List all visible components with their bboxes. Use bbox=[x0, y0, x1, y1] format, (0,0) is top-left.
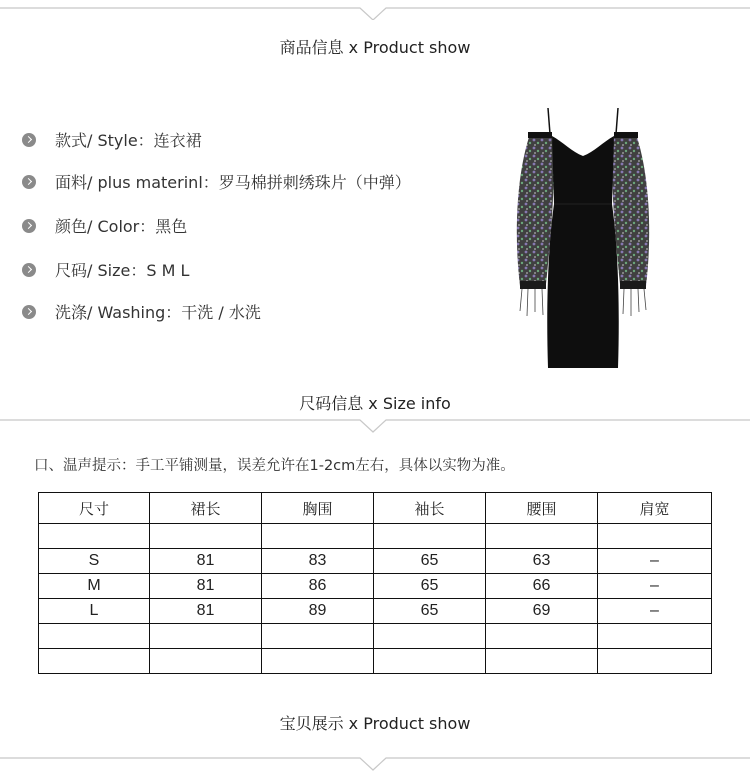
table-cell: 65 bbox=[374, 549, 486, 574]
table-cell: 81 bbox=[150, 549, 262, 574]
table-cell bbox=[39, 624, 150, 649]
bottom-divider bbox=[0, 752, 750, 772]
table-cell bbox=[486, 649, 598, 674]
chevron-right-circle-icon bbox=[22, 263, 36, 277]
table-cell: 81 bbox=[150, 574, 262, 599]
size-info-title: 尺码信息 x Size info bbox=[299, 394, 451, 413]
table-cell bbox=[262, 649, 374, 674]
table-cell: 65 bbox=[374, 574, 486, 599]
header-cell: 裙长 bbox=[150, 493, 262, 524]
chevron-right-circle-icon bbox=[22, 305, 36, 319]
header-cell: 袖长 bbox=[374, 493, 486, 524]
product-show-title: 宝贝展示 x Product show bbox=[279, 714, 471, 733]
table-cell bbox=[598, 624, 712, 649]
table-cell bbox=[598, 649, 712, 674]
header-cell: 肩宽 bbox=[598, 493, 712, 524]
table-cell: 86 bbox=[262, 574, 374, 599]
table-row bbox=[39, 599, 712, 624]
table-cell bbox=[374, 524, 486, 549]
chevron-right-circle-icon bbox=[22, 219, 36, 233]
table-cell bbox=[486, 524, 598, 549]
table-row bbox=[39, 649, 712, 674]
spec-text: 颜色/ Color：黑色 bbox=[55, 217, 188, 236]
table-cell bbox=[39, 524, 150, 549]
table-cell bbox=[150, 649, 262, 674]
product-info-title: 商品信息 x Product show bbox=[279, 38, 471, 57]
table-cell: M bbox=[39, 574, 150, 599]
chevron-right-circle-icon bbox=[22, 133, 36, 147]
size-divider bbox=[0, 414, 750, 434]
spec-text: 洗涤/ Washing：干洗 / 水洗 bbox=[55, 303, 261, 322]
table-cell bbox=[262, 624, 374, 649]
table-header-row bbox=[39, 493, 712, 524]
dress-image bbox=[508, 106, 658, 376]
table-cell bbox=[374, 624, 486, 649]
table-cell: – bbox=[598, 574, 712, 599]
table-cell bbox=[486, 624, 598, 649]
table-cell: – bbox=[598, 599, 712, 624]
table-row bbox=[39, 549, 712, 574]
table-cell bbox=[150, 624, 262, 649]
spec-item-style bbox=[22, 128, 202, 151]
table-cell: 83 bbox=[262, 549, 374, 574]
top-divider bbox=[0, 0, 750, 20]
spec-item-color bbox=[22, 214, 187, 237]
spec-text: 尺码/ Size：S M L bbox=[55, 261, 190, 280]
table-cell: L bbox=[39, 599, 150, 624]
table-cell: 69 bbox=[486, 599, 598, 624]
size-notice: 口、温声提示：手工平铺测量，误差允许在1-2cm左右，具体以实物为准。 bbox=[34, 458, 515, 474]
header-cell: 尺寸 bbox=[39, 493, 150, 524]
header-cell: 胸围 bbox=[262, 493, 374, 524]
spec-item-size bbox=[22, 258, 189, 281]
table-cell bbox=[598, 524, 712, 549]
table-cell: 66 bbox=[486, 574, 598, 599]
header-cell: 腰围 bbox=[486, 493, 598, 524]
table-cell: 65 bbox=[374, 599, 486, 624]
table-cell bbox=[374, 649, 486, 674]
table-row bbox=[39, 624, 712, 649]
table-cell bbox=[262, 524, 374, 549]
chevron-right-circle-icon bbox=[22, 175, 36, 189]
table-cell bbox=[39, 649, 150, 674]
spec-item-material bbox=[22, 170, 411, 193]
table-cell: 81 bbox=[150, 599, 262, 624]
table-row bbox=[39, 574, 712, 599]
spec-text: 面料/ plus materinl：罗马棉拼刺绣珠片（中弹） bbox=[55, 173, 411, 192]
table-cell: S bbox=[39, 549, 150, 574]
table-cell: 63 bbox=[486, 549, 598, 574]
table-cell: – bbox=[598, 549, 712, 574]
table-row bbox=[39, 524, 712, 549]
spec-text: 款式/ Style：连衣裙 bbox=[55, 131, 202, 150]
table-cell bbox=[150, 524, 262, 549]
table-cell: 89 bbox=[262, 599, 374, 624]
spec-item-washing bbox=[22, 300, 261, 323]
size-table bbox=[38, 492, 712, 674]
